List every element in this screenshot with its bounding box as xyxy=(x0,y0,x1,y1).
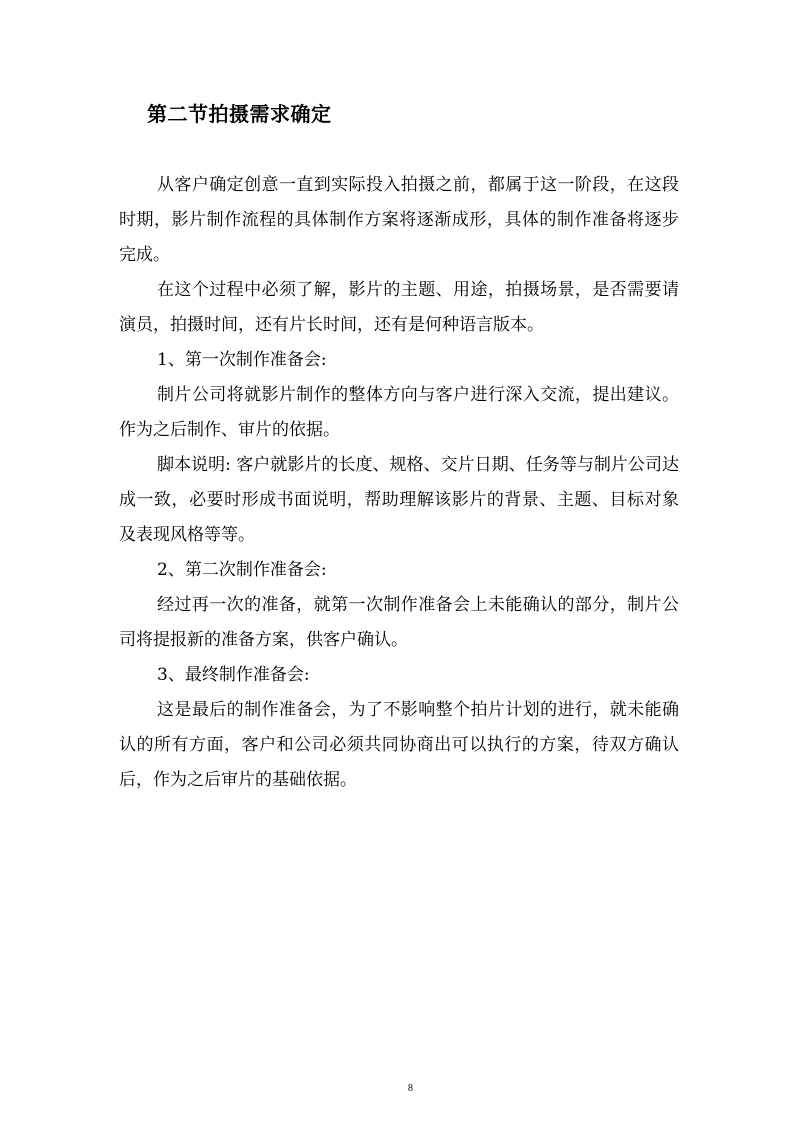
body-text xyxy=(119,168,679,798)
heading-final-meeting: 3、最终制作准备会: xyxy=(157,665,310,685)
paragraph-final-meeting: 这是最后的制作准备会，为了不影响整个拍片计划的进行，就未能确认的所有方面，客户和公司必须共同协商出可以执行的方案，待双方确认后，作为之后审片的基础依据。 xyxy=(119,700,679,790)
paragraph-intro: 从客户确定创意一直到实际投入拍摄之前，都属于这一阶段，在这段时期，影片制作流程的具体制作方案将逐渐成形，具体的制作准备将逐步完成。 xyxy=(119,175,679,265)
section-title: 第二节拍摄需求确定 xyxy=(147,102,332,126)
paragraph-requirements: 在这个过程中必须了解，影片的主题、用途，拍摄场景，是否需要请演员，拍摄时间，还有片长时间，还有是何种语言版本。 xyxy=(119,280,679,335)
heading-second-meeting: 2、第二次制作准备会: xyxy=(157,560,327,580)
paragraph-second-meeting: 经过再一次的准备，就第一次制作准备会上未能确认的部分，制片公司将提报新的准备方案，供客户确认。 xyxy=(119,595,679,650)
paragraph-script-description: 脚本说明: 客户就影片的长度、规格、交片日期、任务等与制片公司达成一致，必要时形成书面说明，帮助理解该影片的背景、主题、目标对象及表现风格等等。 xyxy=(119,455,679,545)
page-number: 8 xyxy=(408,1083,413,1094)
heading-first-meeting: 1、第一次制作准备会: xyxy=(157,350,327,370)
paragraph-first-meeting: 制片公司将就影片制作的整体方向与客户进行深入交流，提出建议。作为之后制作、审片的依据。 xyxy=(119,385,679,440)
